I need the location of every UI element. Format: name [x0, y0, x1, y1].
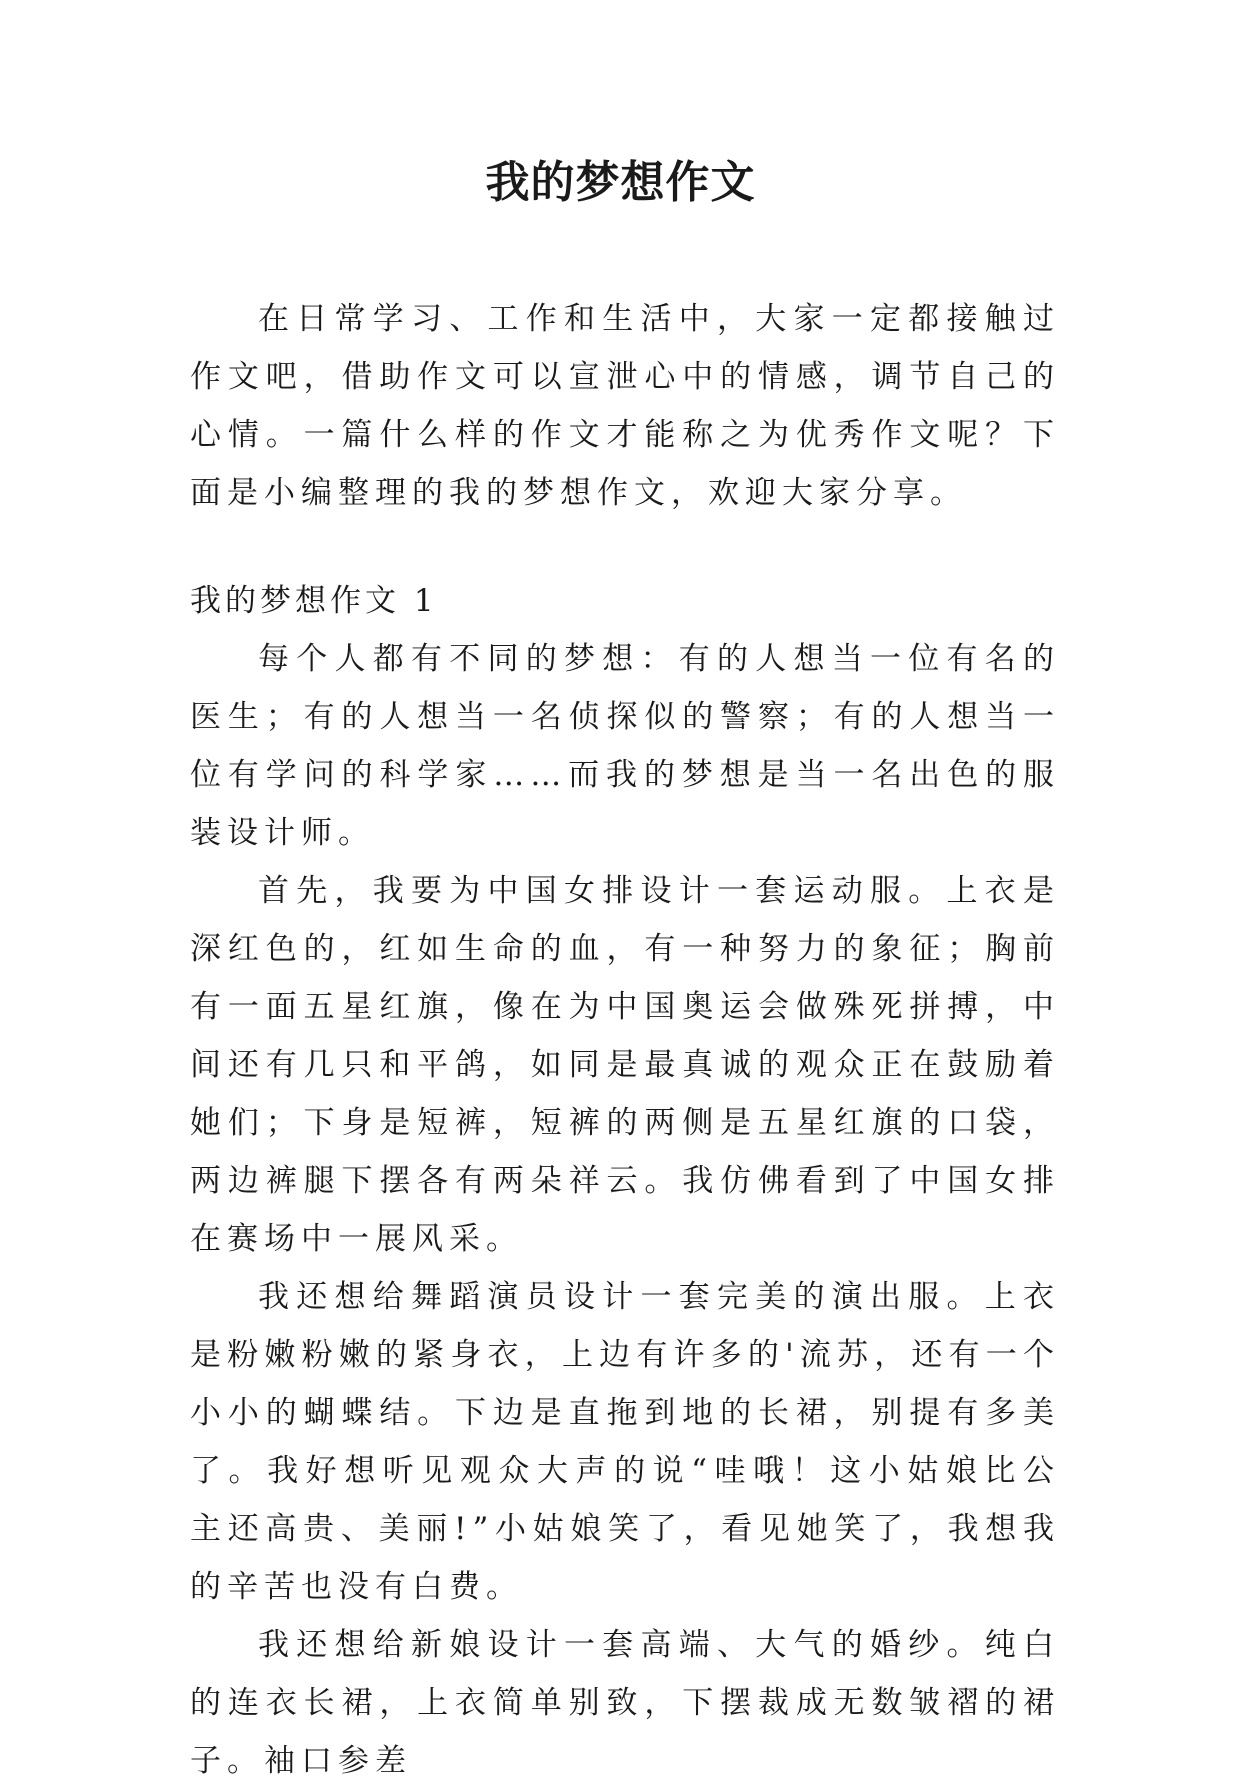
paragraph-2: 首先，我要为中国女排设计一套运动服。上衣是深红色的，红如生命的血，有一种努力的象征；胸前有一面五星红旗，像在为中国奥运会做殊死拼搏，中间还有几只和平鸽，如同是最真诚的观众正在鼓励着她们；下身是短裤，短裤的两侧是五星红旗的口袋，两边裤腿下摆各有两朵祥云。我仿佛看到了中国女排在赛场中一展风采。 [190, 873, 1060, 1257]
paragraph-3: 我还想给舞蹈演员设计一套完美的演出服。上衣是粉嫩粉嫩的紧身衣，上边有许多的'流苏，还有一个小小的蝴蝶结。下边是直拖到地的长裙，别提有多美了。我好想听见观众大声的说“哇哦！这小姑娘比公主还高贵、美丽!”小姑娘笑了，看见她笑了，我想我的辛苦也没有白费。 [190, 1279, 1060, 1605]
document-title: 我的梦想作文 [485, 157, 756, 208]
section-heading: 我的梦想作文 1 [190, 583, 438, 619]
intro-paragraph: 在日常学习、工作和生活中，大家一定都接触过作文吧，借助作文可以宣泄心中的情感，调节自己的心情。一篇什么样的作文才能称之为优秀作文呢？下面是小编整理的我的梦想作文，欢迎大家分享。 [190, 301, 1060, 511]
paragraph-4: 我还想给新娘设计一套高端、大气的婚纱。纯白的连衣长裙，上衣简单别致，下摆裁成无数皱褶的裙子。袖口参差 [190, 1627, 1060, 1779]
document-body [190, 290, 1060, 1790]
paragraph-1: 每个人都有不同的梦想：有的人想当一位有名的医生；有的人想当一名侦探似的警察；有的人想当一位有学问的科学家……而我的梦想是当一名出色的服装设计师。 [190, 641, 1060, 851]
